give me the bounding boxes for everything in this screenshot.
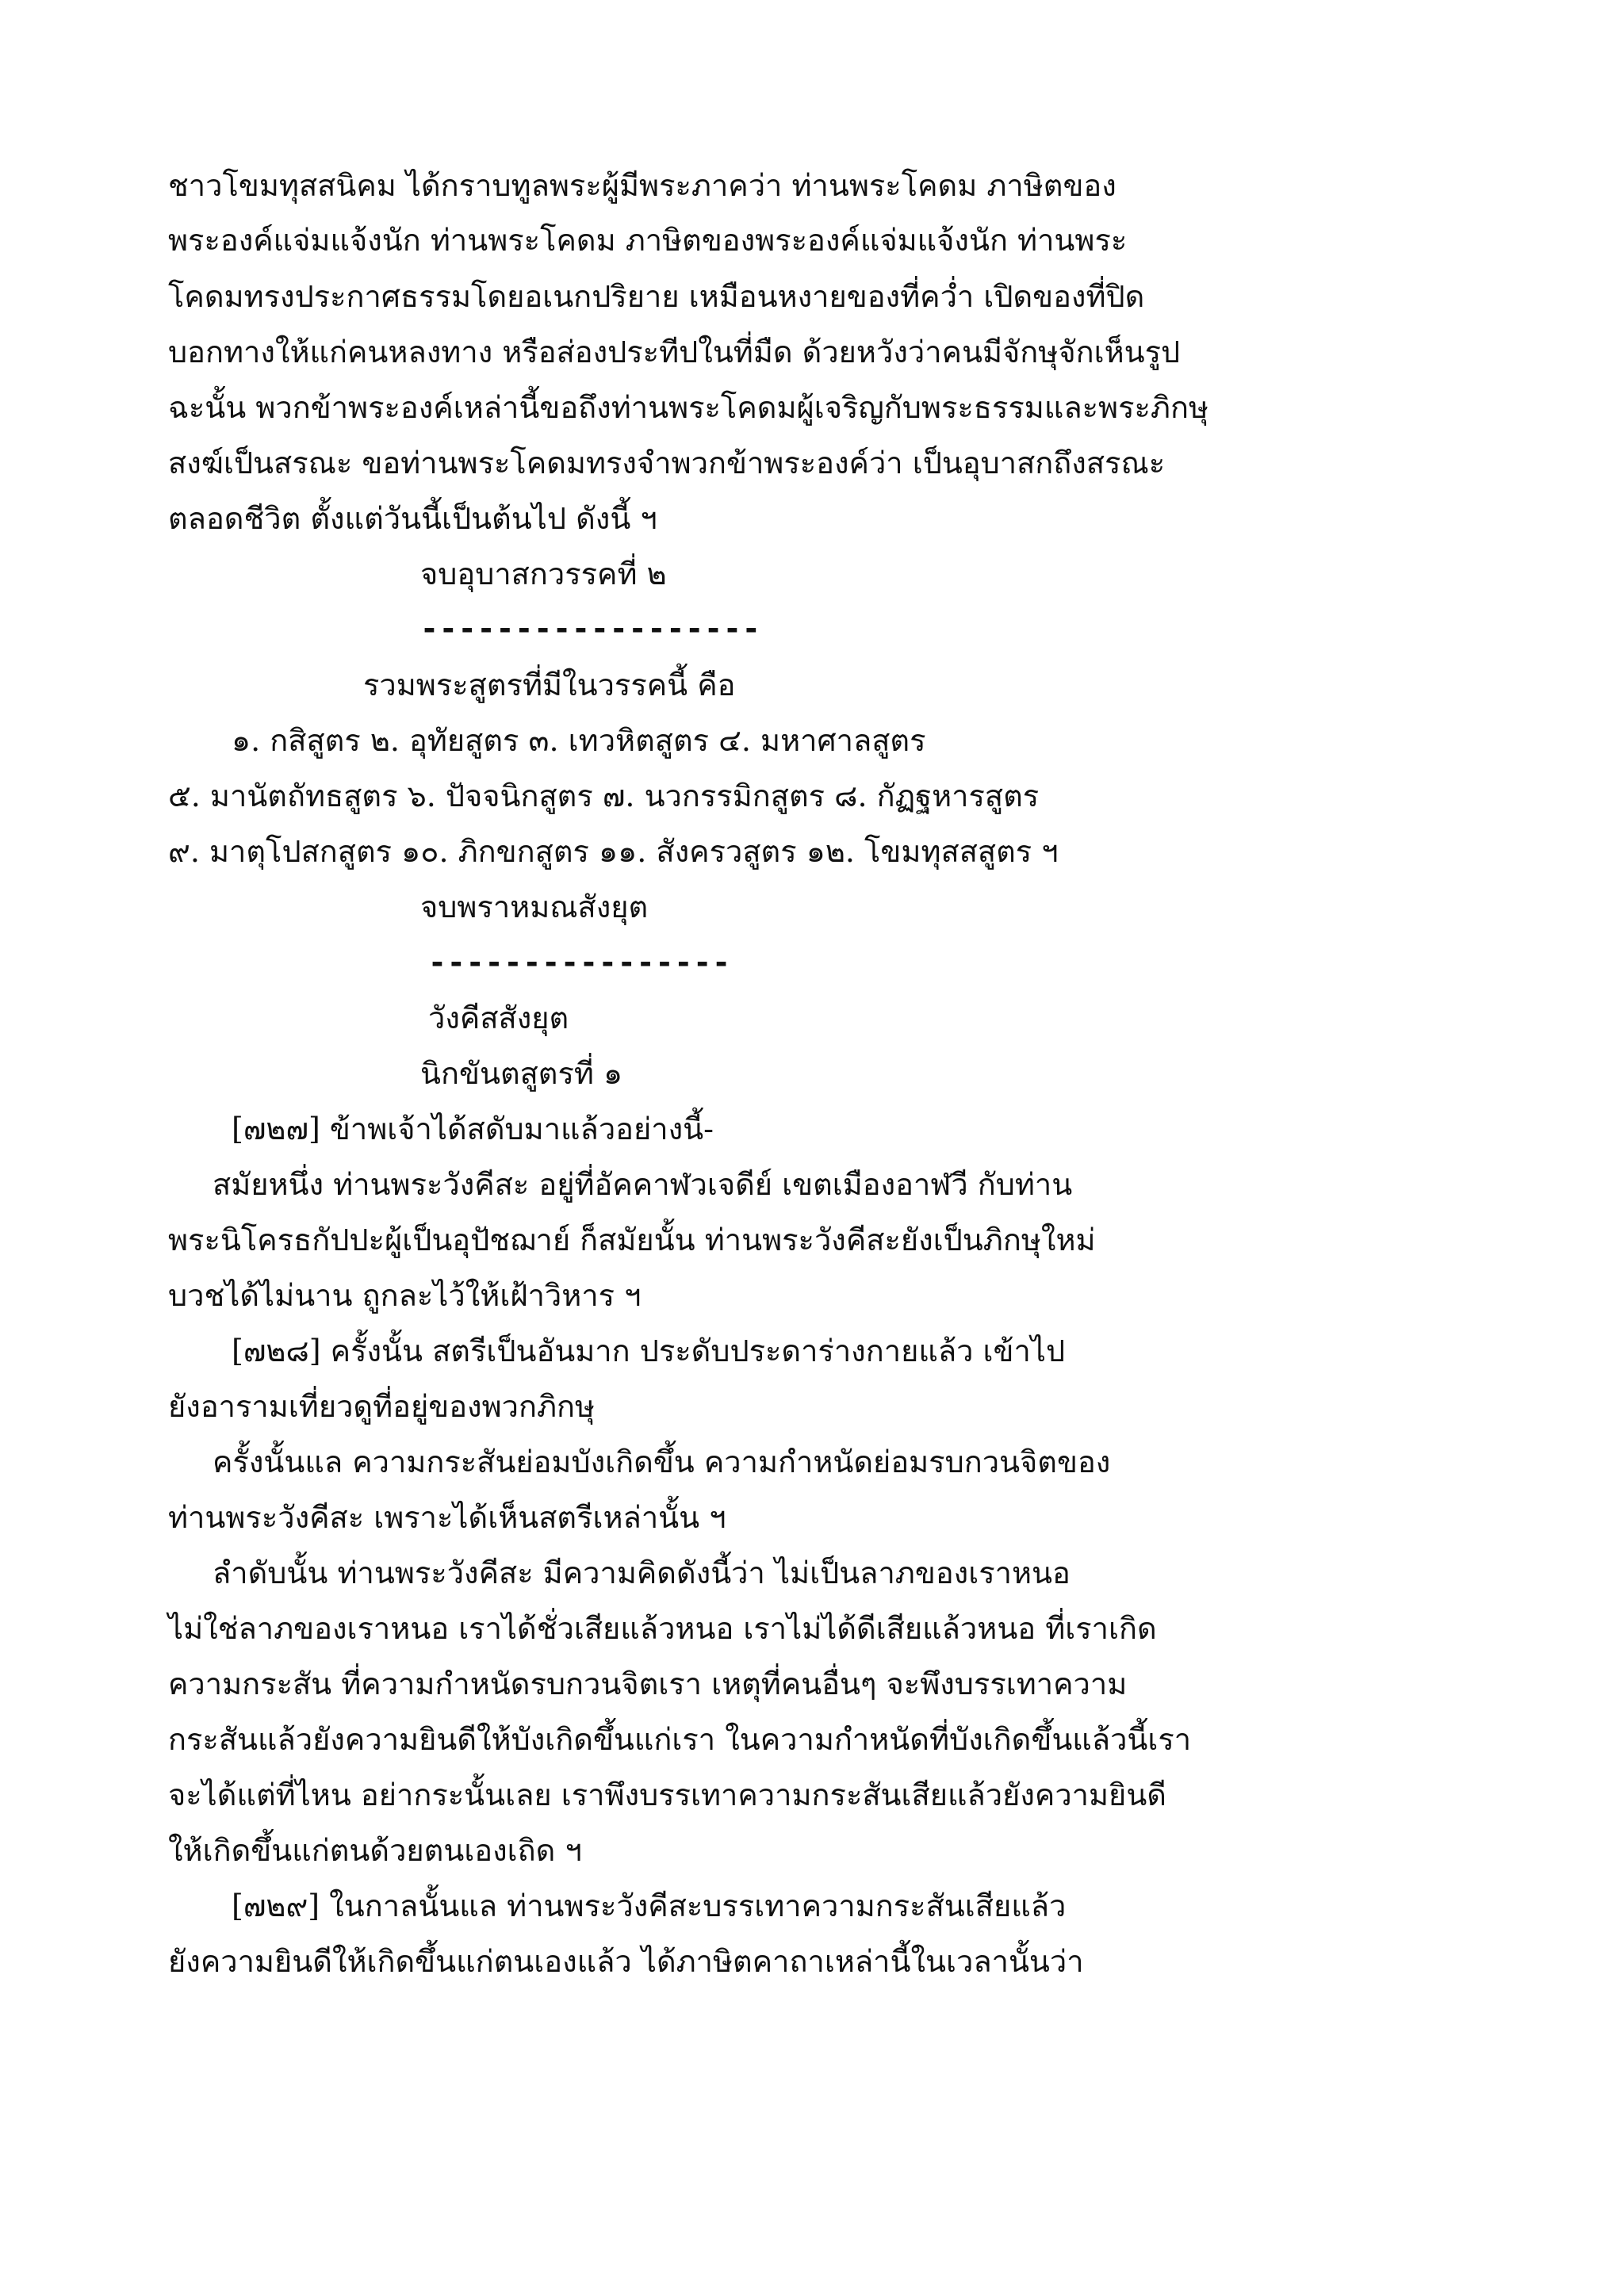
section-end-title: จบอุบาสกวรรคที่ ๒ <box>420 557 667 591</box>
sutta-list-heading: รวมพระสูตรที่มีในวรรคนี้ คือ <box>363 668 736 702</box>
paragraph-line: ยังความยินดีให้เกิดขึ้นแก่ตนเองแล้ว ได้ภาษิตคาถาเหล่านี้ในเวลานั้นว่า <box>168 1944 1084 1979</box>
paragraph-line: ลำดับนั้น ท่านพระวังคีสะ มีความคิดดังนี้ว่า ไม่เป็นลาภของเราหนอ <box>213 1556 1071 1590</box>
text-line: ฉะนั้น พวกข้าพระองค์เหล่านี้ขอถึงท่านพระโคดมผู้เจริญกับพระธรรมและพระภิกษุ <box>168 390 1209 425</box>
paragraph-line: ยังอารามเที่ยวดูที่อยู่ของพวกภิกษุ <box>168 1389 596 1424</box>
sutta-list-line: ๑. กสิสูตร ๒. อุทัยสูตร ๓. เทวหิตสูตร ๔. มหาศาลสูตร <box>232 723 926 758</box>
paragraph-line: ความกระสัน ที่ความกำหนัดรบกวนจิตเรา เหตุที่คนอื่นๆ จะพึงบรรเทาความ <box>168 1667 1128 1701</box>
sutta-title: นิกขันตสูตรที่ ๑ <box>420 1056 623 1091</box>
text-line: สงฆ์เป็นสรณะ ขอท่านพระโคดมทรงจำพวกข้าพระองค์ว่า เป็นอุบาสกถึงสรณะ <box>168 446 1166 480</box>
samyutta-end-title: จบพราหมณสังยุต <box>420 890 649 924</box>
paragraph-line: ครั้งนั้นแล ความกระสันย่อมบังเกิดขึ้น ความกำหนัดย่อมรบกวนจิตของ <box>213 1445 1111 1479</box>
samyutta-title: วังคีสสังยุต <box>428 1001 569 1035</box>
divider: ---------------- <box>428 945 732 980</box>
text-line: ตลอดชีวิต ตั้งแต่วันนี้เป็นต้นไป ดังนี้ ฯ <box>168 501 657 536</box>
text-line: โคดมทรงประกาศธรรมโดยอเนกปริยาย เหมือนหงายของที่คว่ำ เปิดของที่ปิด <box>168 279 1145 314</box>
paragraph-line: [๗๒๘] ครั้งนั้น สตรีเป็นอันมาก ประดับประดาร่างกายแล้ว เข้าไป <box>232 1334 1066 1368</box>
paragraph-line: สมัยหนึ่ง ท่านพระวังคีสะ อยู่ที่อัคคาฬวเจดีย์ เขตเมืองอาฬวี กับท่าน <box>213 1167 1073 1202</box>
paragraph-line: [๗๒๙] ในกาลนั้นแล ท่านพระวังคีสะบรรเทาความกระสันเสียแล้ว <box>232 1888 1067 1923</box>
sutta-list-line: ๙. มาตุโปสกสูตร ๑๐. ภิกขกสูตร ๑๑. สังครวสูตร ๑๒. โขมทุสสสูตร ฯ <box>168 834 1059 869</box>
paragraph-line: ท่านพระวังคีสะ เพราะได้เห็นสตรีเหล่านั้น ฯ <box>168 1500 726 1535</box>
text-line: บอกทางให้แก่คนหลงทาง หรือส่องประทีปในที่มืด ด้วยหวังว่าคนมีจักษุจักเห็นรูป <box>168 335 1181 369</box>
paragraph-line: กระสันแล้วยังความยินดีให้บังเกิดขึ้นแก่เรา ในความกำหนัดที่บังเกิดขึ้นแล้วนี้เรา <box>168 1722 1192 1757</box>
paragraph-line: [๗๒๗] ข้าพเจ้าได้สดับมาแล้วอย่างนี้- <box>232 1112 714 1146</box>
text-line: พระองค์แจ่มแจ้งนัก ท่านพระโคดม ภาษิตของพระองค์แจ่มแจ้งนัก ท่านพระ <box>168 223 1128 258</box>
text-line: ชาวโขมทุสสนิคม ได้กราบทูลพระผู้มีพระภาคว่า ท่านพระโคดม ภาษิตของ <box>168 168 1116 203</box>
divider: ------------------ <box>420 611 761 646</box>
paragraph-line: ให้เกิดขึ้นแก่ตนด้วยตนเองเถิด ฯ <box>168 1833 582 1868</box>
paragraph-line: จะได้แต่ที่ไหน อย่ากระนั้นเลย เราพึงบรรเทาความกระสันเสียแล้วยังความยินดี <box>168 1777 1166 1812</box>
paragraph-line: บวชได้ไม่นาน ถูกละไว้ให้เฝ้าวิหาร ฯ <box>168 1278 642 1313</box>
paragraph-line: ไม่ใช่ลาภของเราหนอ เราได้ชั่วเสียแล้วหนอ เราไม่ได้ดีเสียแล้วหนอ ที่เราเกิด <box>168 1611 1157 1646</box>
paragraph-line: พระนิโครธกัปปะผู้เป็นอุปัชฌาย์ ก็สมัยนั้น ท่านพระวังคีสะยังเป็นภิกษุใหม่ <box>168 1223 1096 1257</box>
sutta-list-line: ๕. มานัตถัทธสูตร ๖. ปัจจนิกสูตร ๗. นวกรรมิกสูตร ๘. กัฏฐหารสูตร <box>168 779 1040 813</box>
